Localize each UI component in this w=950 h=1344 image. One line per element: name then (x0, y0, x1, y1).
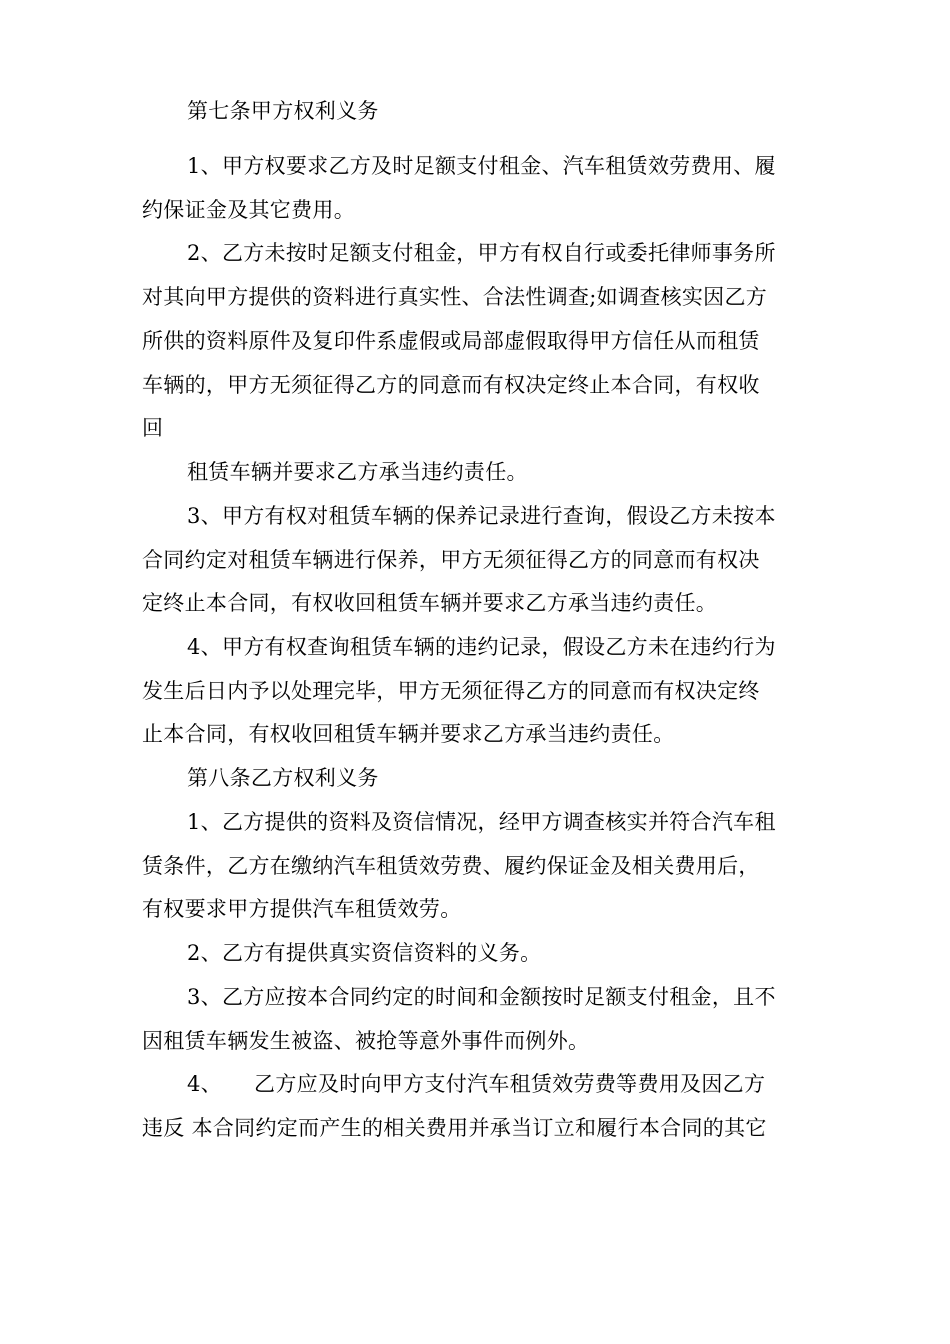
paragraph-line: 约保证金及其它费用。 (142, 198, 355, 222)
paragraph-line: 车辆的，甲方无须征得乙方的同意而有权决定终止本合同，有权收 (142, 373, 760, 397)
paragraph-line: 3、乙方应按本合同约定的时间和金额按时足额支付租金，且不 (187, 985, 776, 1009)
paragraph-line: 止本合同，有权收回租赁车辆并要求乙方承当违约责任。 (142, 722, 675, 746)
paragraph-line: 违反 本合同约定而产生的相关费用并承当订立和履行本合同的其它 (142, 1116, 767, 1140)
paragraph-line: 所供的资料原件及复印件系虚假或局部虚假取得甲方信任从而租赁 (142, 329, 760, 353)
paragraph-line: 4、 乙方应及时向甲方支付汽车租赁效劳费等费用及因乙方 (187, 1072, 766, 1096)
paragraph-line: 2、乙方有提供真实资信资料的义务。 (187, 941, 542, 965)
paragraph-line: 对其向甲方提供的资料进行真实性、合法性调查;如调查核实因乙方 (142, 285, 768, 309)
paragraph-line: 2、乙方未按时足额支付租金，甲方有权自行或委托律师事务所 (187, 241, 776, 265)
paragraph-line: 赁条件，乙方在缴纳汽车租赁效劳费、履约保证金及相关费用后， (142, 854, 760, 878)
paragraph-line: 发生后日内予以处理完毕，甲方无须征得乙方的同意而有权决定终 (142, 679, 760, 703)
section-heading-article-7: 第七条甲方权利义务 (187, 99, 379, 123)
paragraph-line: 3、甲方有权对租赁车辆的保养记录进行查询，假设乙方未按本 (187, 504, 776, 528)
paragraph-line: 回 (142, 416, 164, 440)
paragraph-line: 1、甲方权要求乙方及时足额支付租金、汽车租赁效劳费用、履 (187, 154, 776, 178)
paragraph-line: 租赁车辆并要求乙方承当违约责任。 (187, 460, 528, 484)
paragraph-line: 定终止本合同，有权收回租赁车辆并要求乙方承当违约责任。 (142, 591, 718, 615)
paragraph-line: 1、乙方提供的资料及资信情况，经甲方调查核实并符合汽车租 (187, 810, 776, 834)
section-heading-article-8: 第八条乙方权利义务 (187, 766, 379, 790)
paragraph-line: 因租赁车辆发生被盗、被抢等意外事件而例外。 (142, 1029, 590, 1053)
paragraph-line: 4、甲方有权查询租赁车辆的违约记录，假设乙方未在违约行为 (187, 635, 776, 659)
paragraph-line: 有权要求甲方提供汽车租赁效劳。 (142, 897, 462, 921)
paragraph-line: 合同约定对租赁车辆进行保养，甲方无须征得乙方的同意而有权决 (142, 548, 760, 572)
